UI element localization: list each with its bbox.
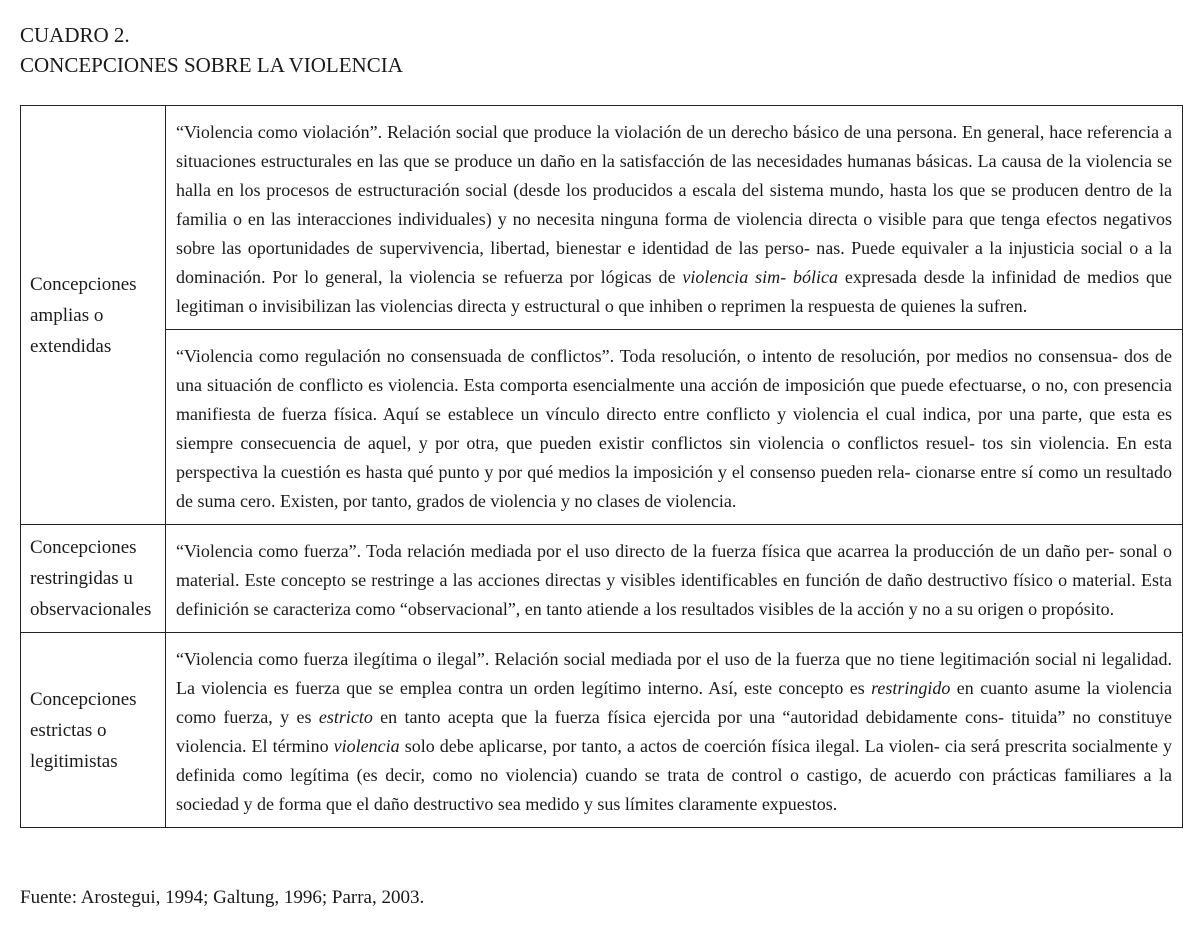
definition-cell	[166, 330, 1183, 525]
label-line: Concepciones	[30, 688, 137, 710]
label-line: observacionales	[30, 599, 152, 620]
text-line: “Violencia como regulación no consensuada de conflictos”. Toda resolución, o intento de resolución, por medios no consensua-	[176, 346, 1119, 366]
text-line: origen o propósito.	[977, 599, 1115, 619]
italic-term: bólica	[793, 267, 839, 287]
text-line: tos sin violencia. En esta perspectiva la cuestión es hasta qué punto y por qué medios la imposición y el consenso pueden rela-	[176, 433, 1172, 482]
table-row	[21, 633, 1183, 828]
text-line: legalidad. La violencia es fuerza que se emplea contra un orden legítimo interno. Así, este concepto es restringido en cuanto	[176, 649, 1172, 698]
text-line: sonal o material. Este concepto se restringe a las acciones directas y visibles identificables en función de daño destructivo físico	[176, 541, 1172, 590]
label-line: amplias o	[30, 304, 104, 326]
text-line: nas. Puede equivaler a la injusticia social o a la dominación. Por lo general, la violencia se refuerza por lógicas de violencia sim-	[176, 238, 1172, 287]
text-line: “Violencia como fuerza ilegítima o ilegal”. Relación social mediada por el uso de la fuerza que no tiene legitimación social ni	[176, 649, 1097, 669]
text-line: cia será prescrita socialmente y definida como legítima (es decir, como no violencia) cuando se trata de control o castigo, de	[176, 736, 1173, 785]
text-line: reprimen la respuesta de quienes la sufren.	[720, 296, 1028, 316]
italic-term: violencia	[333, 736, 400, 756]
text-line: no, con presencia manifiesta de fuerza física. Aquí se establece un vínculo directo entre conflicto y violencia el cual indica, por	[176, 375, 1172, 424]
italic-term: violencia sim-	[682, 267, 787, 287]
source-note: Fuente: Arostegui, 1994; Galtung, 1996; Parra, 2003.	[20, 887, 425, 908]
label-line: legitimistas	[30, 750, 118, 772]
text-line: referencia a situaciones estructurales en las que se produce un daño en la satisfacción de las necesidades humanas básicas. La	[176, 122, 1172, 171]
text-line: acuerdo con prácticas familiares a la sociedad y de forma que el daño destructivo sea medido y sus límites claramente expuestos.	[176, 765, 1172, 814]
row-category-label	[21, 633, 166, 828]
table-row	[21, 330, 1183, 525]
concepts-table	[20, 105, 1183, 828]
text-line: dos de una situación de conflicto es violencia. Esta comporta esencialmente una acción de imposición que puede efectuarse, o	[176, 346, 1172, 395]
text-line: o material. Esta definición se caracteriza como “observacional”, en tanto atiende a los resultados visibles de la acción y no a su	[176, 570, 1172, 619]
text-line: bólica expresada desde la infinidad de medios que legitiman o invisibilizan las violencias directa y estructural o que inhiben o	[176, 267, 1172, 316]
text-line: “Violencia como fuerza”. Toda relación mediada por el uso directo de la fuerza física que acarrea la producción de un daño per-	[176, 541, 1115, 561]
text-line: “Violencia como violación”. Relación social que produce la violación de un derecho básico de una persona. En general, hace	[176, 122, 1083, 142]
table-row	[21, 525, 1183, 633]
table-caption	[20, 20, 403, 80]
text-line: los que se producen dentro de la familia o en las interacciones individuales) y no necesita ninguna forma de violencia directa o	[176, 180, 1173, 229]
label-line: Concepciones	[30, 273, 137, 295]
text-line: asume la violencia como fuerza, y es estricto en tanto acepta que la fuerza física ejercida por una “autoridad debidamente cons-	[176, 678, 1173, 727]
definition-cell	[166, 106, 1183, 330]
text-line: visible para que tenga efectos negativos sobre las oportunidades de supervivencia, libertad, bienestar e identidad de las perso-	[176, 209, 1172, 258]
row-category-label	[21, 525, 166, 633]
table-row	[21, 106, 1183, 330]
text-line: causa de la violencia se halla en los procesos de estructuración social (desde los producidos a escala del sistema mundo, hasta	[176, 151, 1172, 200]
italic-term: estricto	[318, 707, 373, 727]
text-line: cionarse entre sí como un resultado de suma cero. Existen, por tanto, grados de violencia y no clases de violencia.	[176, 462, 1173, 511]
text-line: tituida” no constituye violencia. El término violencia solo debe aplicarse, por tanto, a actos de coerción física ilegal. La violen-	[176, 707, 1172, 756]
row-category-label	[21, 106, 166, 525]
definition-cell	[166, 525, 1183, 633]
italic-term: restringido	[871, 678, 951, 698]
label-line: Concepciones	[30, 537, 137, 558]
caption-title: CONCEPCIONES SOBRE LA VIOLENCIA	[20, 53, 403, 77]
label-line: restringidas u	[30, 568, 133, 589]
definition-cell	[166, 633, 1183, 828]
label-line: estrictas o	[30, 719, 107, 741]
caption-number: CUADRO 2.	[20, 23, 130, 47]
label-line: extendidas	[30, 335, 112, 357]
text-line: una parte, que esta es siempre consecuencia de aquel, y por otra, que pueden existir conflictos sin violencia o conflictos resuel-	[176, 404, 1172, 453]
